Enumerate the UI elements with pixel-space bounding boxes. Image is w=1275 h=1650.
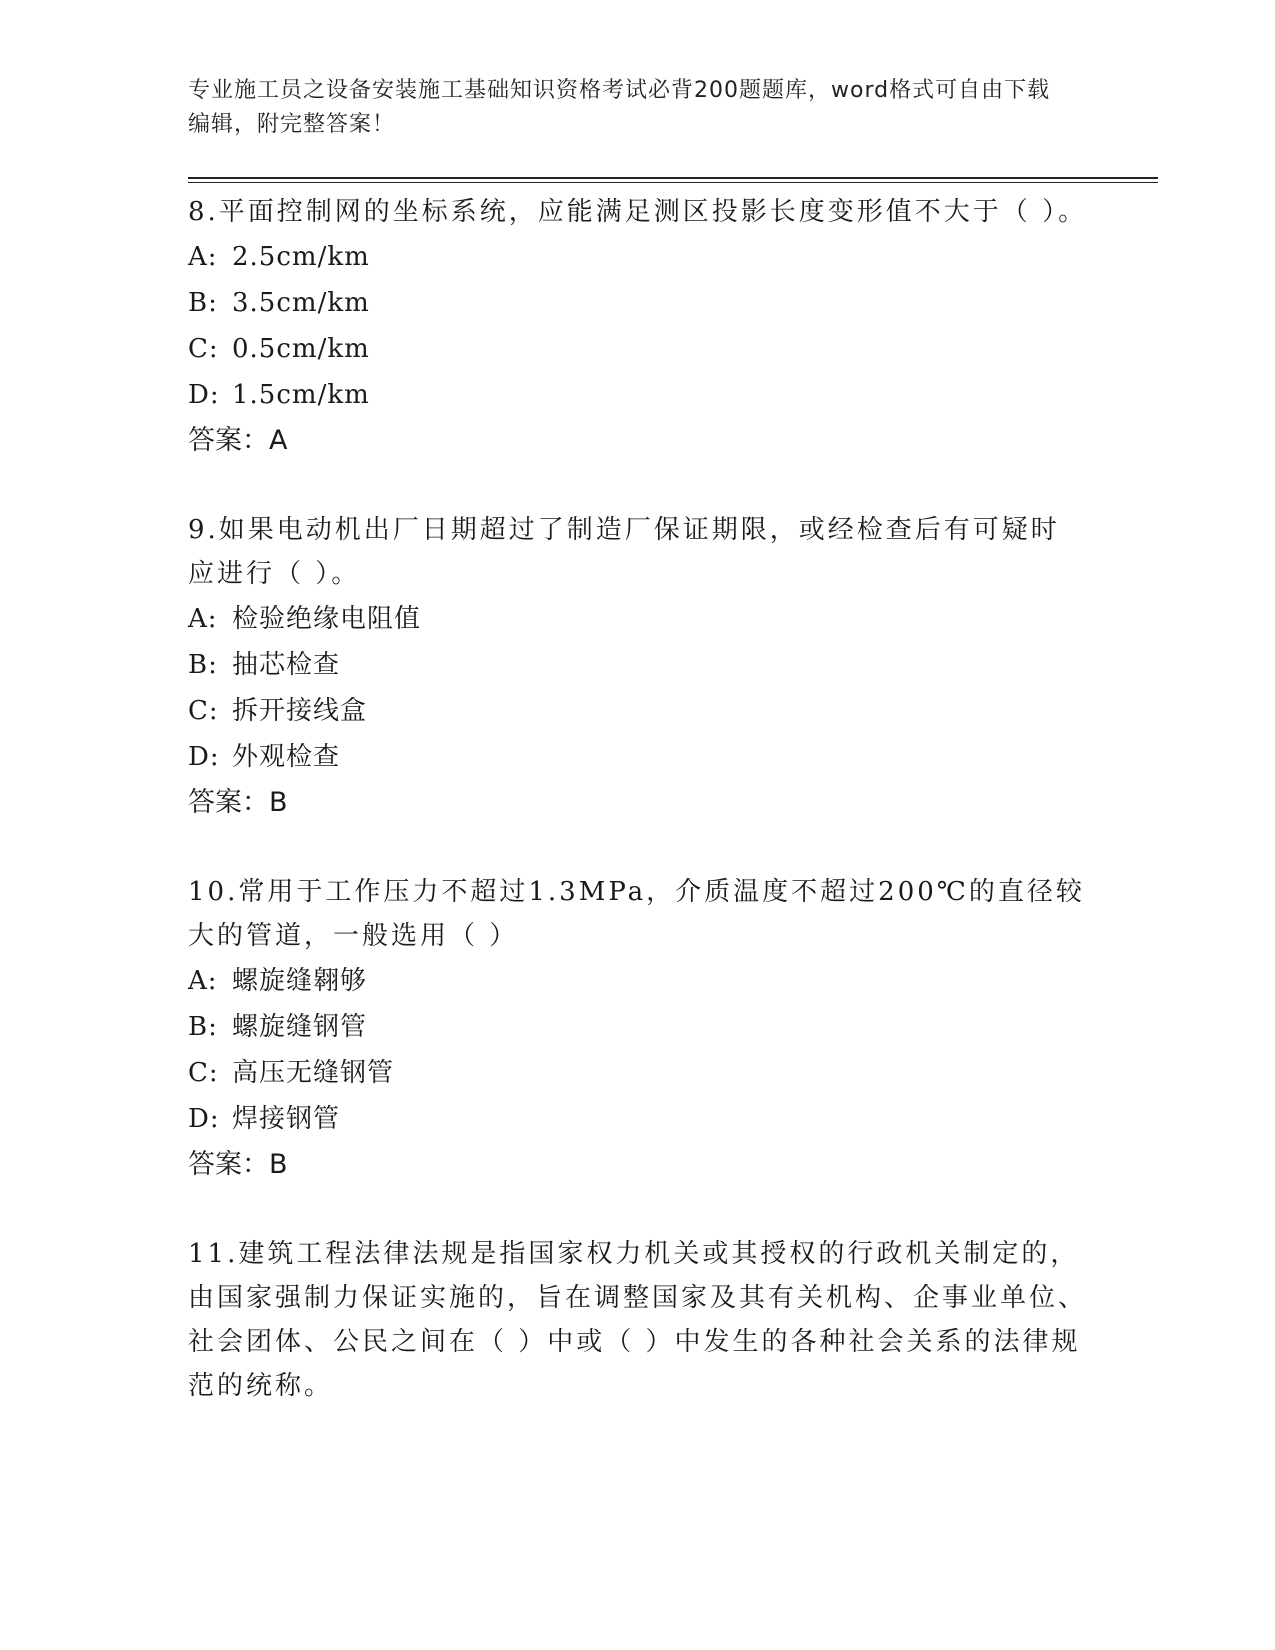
option-letter: D: — [188, 380, 220, 410]
document-header: 专业施工员之设备安装施工基础知识资格考试必背200题题库，word格式可自由下载编辑，附完整答案！ — [188, 78, 1051, 137]
question-10 — [188, 870, 1088, 1188]
option-a — [188, 958, 1088, 1004]
header-divider-thin — [188, 182, 1158, 183]
question-8 — [188, 190, 1088, 464]
answer-line: 答案：A — [188, 425, 288, 456]
option-c — [188, 326, 1088, 372]
option-b — [188, 280, 1088, 326]
question-stem: 8.平面控制网的坐标系统，应能满足测区投影长度变形值不大于（ ）。 — [188, 197, 1088, 227]
question-stem: 9.如果电动机出厂日期超过了制造厂保证期限，或经检查后有可疑时应进行（ ）。 — [188, 515, 1060, 589]
option-letter: B: — [188, 650, 218, 680]
answer-line: 答案：B — [188, 787, 288, 818]
option-c — [188, 1050, 1088, 1096]
option-d — [188, 1096, 1088, 1142]
option-b — [188, 642, 1088, 688]
question-9 — [188, 508, 1088, 826]
option-text: 2.5cm/km — [232, 242, 370, 272]
option-text: 抽芯检查 — [232, 650, 341, 680]
option-text: 高压无缝钢管 — [232, 1058, 395, 1088]
option-text: 焊接钢管 — [232, 1104, 341, 1134]
option-text: 检验绝缘电阻值 — [232, 604, 422, 634]
option-d — [188, 372, 1088, 418]
option-letter: D: — [188, 1104, 220, 1134]
option-letter: A: — [188, 242, 218, 272]
option-text: 螺旋缝翱够 — [232, 966, 368, 996]
question-list — [188, 190, 1088, 1408]
question-stem: 11.建筑工程法律法规是指国家权力机关或其授权的行政机关制定的，由国家强制力保证实施的，旨在调整国家及其有关机构、企事业单位、社会团体、公民之间在（ ）中或（ ）中发生的各种社会关系的法律规范的统称。 — [188, 1239, 1088, 1401]
question-11 — [188, 1232, 1088, 1408]
header-divider-thick — [188, 177, 1158, 179]
option-text: 螺旋缝钢管 — [232, 1012, 368, 1042]
option-letter: A: — [188, 604, 218, 634]
option-text: 外观检查 — [232, 742, 341, 772]
option-d — [188, 734, 1088, 780]
option-c — [188, 688, 1088, 734]
option-letter: A: — [188, 966, 218, 996]
question-stem: 10.常用于工作压力不超过1.3MPa，介质温度不超过200℃的直径较大的管道，一般选用（ ） — [188, 877, 1085, 951]
option-letter: B: — [188, 1012, 218, 1042]
answer-line: 答案：B — [188, 1149, 288, 1180]
option-letter: C: — [188, 334, 219, 364]
option-b — [188, 1004, 1088, 1050]
option-text: 1.5cm/km — [232, 380, 370, 410]
option-letter: B: — [188, 288, 218, 318]
option-a — [188, 234, 1088, 280]
option-text: 拆开接线盒 — [232, 696, 368, 726]
option-text: 0.5cm/km — [232, 334, 370, 364]
option-letter: D: — [188, 742, 220, 772]
option-letter: C: — [188, 696, 219, 726]
option-letter: C: — [188, 1058, 219, 1088]
option-text: 3.5cm/km — [232, 288, 370, 318]
option-a — [188, 596, 1088, 642]
